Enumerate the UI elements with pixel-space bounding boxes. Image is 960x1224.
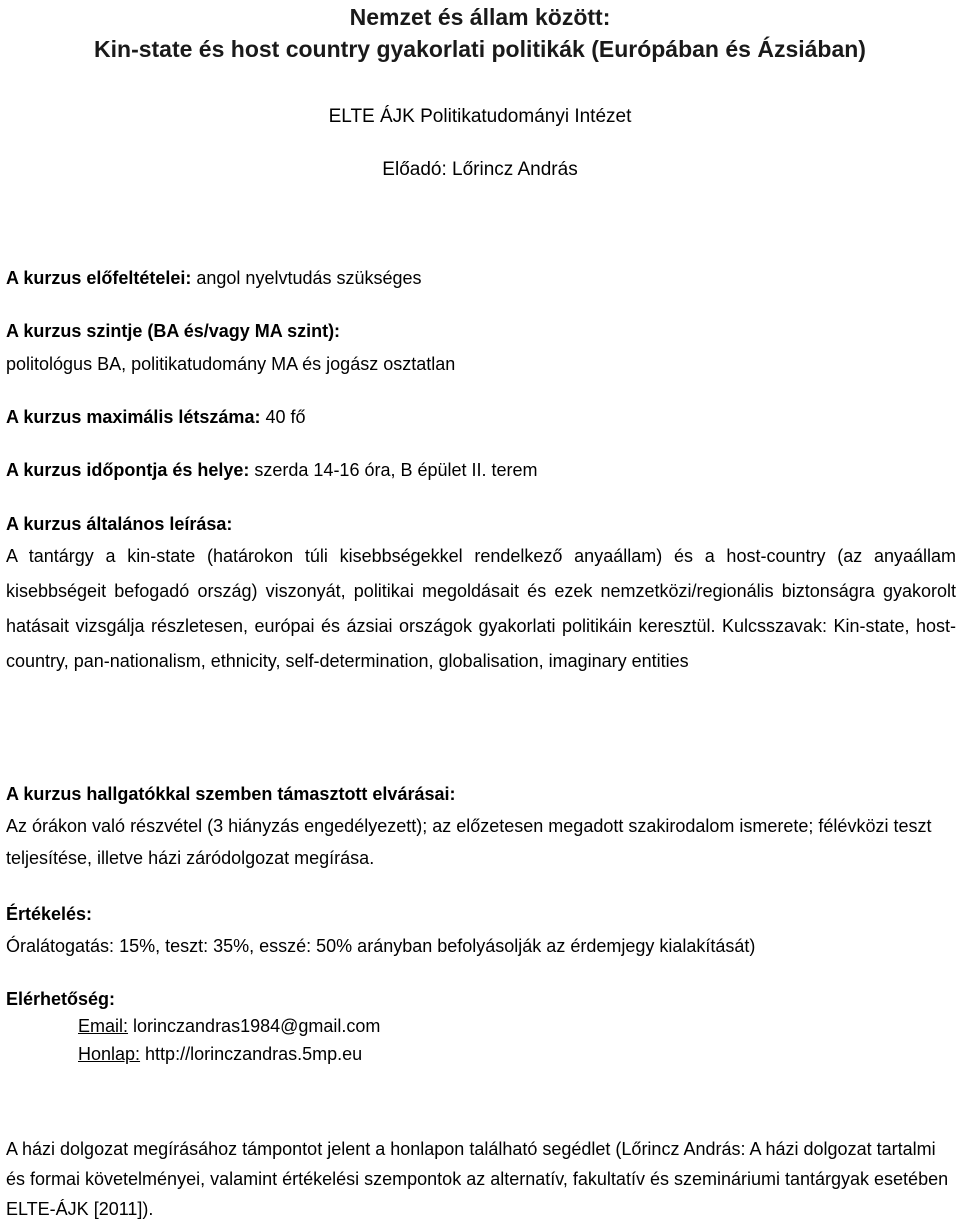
contact-label: Elérhetőség: (6, 989, 116, 1009)
email-link[interactable]: lorinczandras1984@gmail.com (128, 1016, 381, 1036)
schedule-value: szerda 14-16 óra, B épület II. terem (249, 460, 538, 480)
level-label-text: A kurzus szintje (BA és/vagy MA szint): (6, 321, 341, 341)
prereq-label: A kurzus előfeltételei: (6, 268, 192, 288)
evaluation-text: Óralátogatás: 15%, teszt: 35%, esszé: 50% arányban befolyásolják az érdemjegy kialakítását) (6, 936, 756, 956)
capacity-row (6, 405, 956, 429)
website-label: Honlap: (78, 1044, 141, 1064)
description-heading (6, 512, 956, 536)
website-link[interactable]: http://lorinczandras.5mp.eu (140, 1044, 363, 1064)
prereq-value: angol nyelvtudás szükséges (191, 268, 422, 288)
contact-heading (6, 987, 956, 1011)
website-row (78, 1042, 362, 1066)
lecturer: Előadó: Lőrincz András (382, 159, 578, 180)
prereq-row (6, 266, 956, 290)
level-value: politológus BA, politikatudomány MA és jogász osztatlan (6, 354, 456, 374)
evaluation-label: Értékelés: (6, 904, 93, 924)
title-line-2: Kin-state és host country gyakorlati politikák (Európában és Ázsiában) (94, 36, 866, 62)
title-line-1: Nemzet és állam között: (349, 4, 611, 30)
institute: ELTE ÁJK Politikatudományi Intézet (328, 106, 632, 127)
description-label: A kurzus általános leírása: (6, 514, 233, 534)
email-label: Email: (78, 1016, 129, 1036)
capacity-label: A kurzus maximális létszáma: (6, 407, 261, 427)
level-label (6, 319, 956, 343)
description-text: A tantárgy a kin-state (határokon túli kisebbségekkel rendelkező anyaállam) és a host-country (az anyaállam kisebbségeit befogadó ország) viszonyát, politikai megoldásait és ezek nemzetközi/regionális biztonságra gyakorolt hatásait vizsgálja részletesen, európai és ázsiai országok gyakorlati politikáin keresztül. Kulcsszavak: Kin-state, host-country, pan-nationalism, ethnicity, self-determination, globalisation, imaginary entities (6, 546, 956, 671)
schedule-row (6, 458, 956, 482)
expectations-label: A kurzus hallgatókkal szemben támasztott elvárásai: (6, 784, 456, 804)
footer-note: A házi dolgozat megírásához támpontot jelent a honlapon található segédlet (Lőrincz András: A házi dolgozat tartalmi és formai követelményei, valamint értékelési szempontok az alternatív, fakultatív és szemináriumi tantárgyak esetében ELTE-ÁJK [2011]). (6, 1139, 949, 1219)
email-row (78, 1014, 380, 1038)
capacity-value: 40 fő (260, 407, 306, 427)
schedule-label: A kurzus időpontja és helye: (6, 460, 250, 480)
expectations-heading (6, 782, 956, 806)
evaluation-heading (6, 902, 956, 926)
expectations-text: Az órákon való részvétel (3 hiányzás engedélyezett); az előzetesen megadott szakirodalom ismerete; félévközi teszt teljesítése, illetve házi záródolgozat megírása. (6, 816, 932, 868)
